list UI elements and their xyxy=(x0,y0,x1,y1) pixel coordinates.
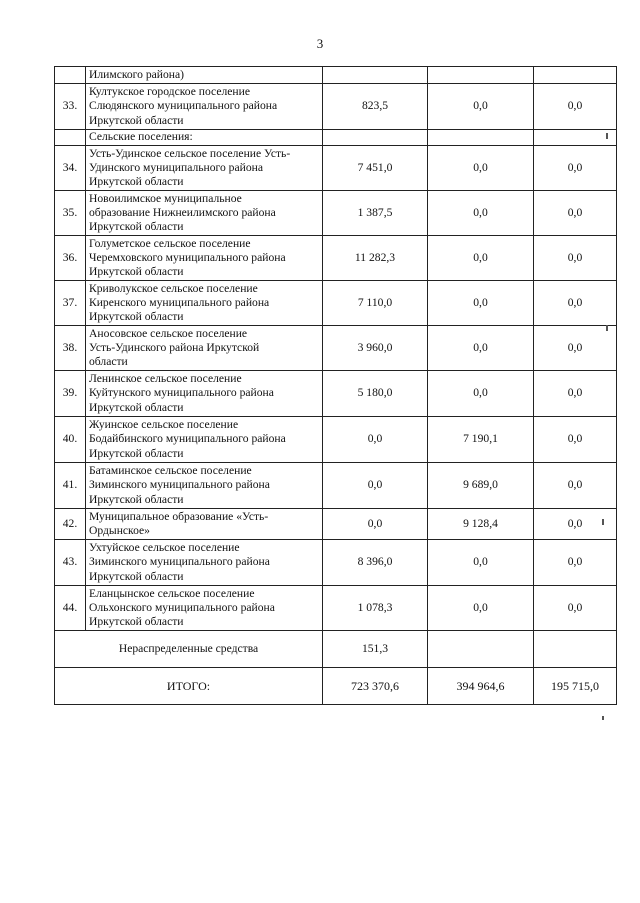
amount-cell: 151,3 xyxy=(323,631,428,668)
row-number-cell xyxy=(55,67,86,84)
settlement-name-cell: Ухтуйское сельское поселение Зиминского муниципального района Иркутской области xyxy=(86,540,323,586)
amount-cell: 0,0 xyxy=(323,417,428,463)
row-number-cell: 39. xyxy=(55,371,86,417)
table-row xyxy=(55,326,617,371)
amount-cell xyxy=(428,631,534,668)
amount-cell: 0,0 xyxy=(534,586,617,631)
amount-cell: 0,0 xyxy=(323,509,428,540)
amount-cell: 0,0 xyxy=(534,326,617,371)
amount-cell: 7 451,0 xyxy=(323,146,428,191)
total-amount-cell: 394 964,6 xyxy=(428,668,534,705)
row-number-cell: 37. xyxy=(55,281,86,326)
settlement-name-cell: Еланцынское сельское поселение Ольхонского муниципального района Иркутской области xyxy=(86,586,323,631)
amount-cell: 0,0 xyxy=(534,236,617,281)
amount-cell: 0,0 xyxy=(534,281,617,326)
amount-cell: 5 180,0 xyxy=(323,371,428,417)
section-header-row xyxy=(55,130,617,146)
amount-cell: 0,0 xyxy=(428,540,534,586)
page-number: 3 xyxy=(316,36,324,51)
amount-cell: 0,0 xyxy=(428,586,534,631)
amount-cell xyxy=(323,130,428,146)
row-number-cell: 43. xyxy=(55,540,86,586)
amount-cell: 0,0 xyxy=(428,146,534,191)
row-number-cell: 41. xyxy=(55,463,86,509)
row-number-cell: 33. xyxy=(55,84,86,130)
unallocated-funds-row xyxy=(55,631,617,668)
amount-cell xyxy=(534,130,617,146)
table-row xyxy=(55,586,617,631)
scan-speck xyxy=(602,519,604,525)
row-number-cell: 42. xyxy=(55,509,86,540)
amount-cell: 1 387,5 xyxy=(323,191,428,236)
amount-cell: 0,0 xyxy=(534,146,617,191)
table-row xyxy=(55,463,617,509)
amount-cell: 3 960,0 xyxy=(323,326,428,371)
row-number-cell: 36. xyxy=(55,236,86,281)
table-row xyxy=(55,417,617,463)
row-number-cell: 38. xyxy=(55,326,86,371)
amount-cell: 0,0 xyxy=(534,417,617,463)
amount-cell: 9 128,4 xyxy=(428,509,534,540)
table-row-continued xyxy=(55,67,617,84)
total-amount-cell: 723 370,6 xyxy=(323,668,428,705)
table-row xyxy=(55,371,617,417)
settlement-name-cell: Ленинское сельское поселение Куйтунского муниципального района Иркутской области xyxy=(86,371,323,417)
amount-cell: 0,0 xyxy=(534,463,617,509)
settlement-name-cell: Батаминское сельское поселение Зиминского муниципального района Иркутской области xyxy=(86,463,323,509)
table-row xyxy=(55,540,617,586)
amount-cell xyxy=(428,67,534,84)
amount-cell: 9 689,0 xyxy=(428,463,534,509)
total-row xyxy=(55,668,617,705)
amount-cell: 0,0 xyxy=(534,509,617,540)
amount-cell: 0,0 xyxy=(323,463,428,509)
total-label: ИТОГО: xyxy=(55,668,323,705)
row-number-cell: 35. xyxy=(55,191,86,236)
amount-cell xyxy=(534,631,617,668)
amount-cell: 823,5 xyxy=(323,84,428,130)
amount-cell: 11 282,3 xyxy=(323,236,428,281)
amount-cell: 8 396,0 xyxy=(323,540,428,586)
settlement-name-cell: Култукское городское поселение Слюдянского муниципального района Иркутской области xyxy=(86,84,323,130)
settlement-name-cell: Голуметское сельское поселение Черемховского муниципального района Иркутской области xyxy=(86,236,323,281)
amount-cell xyxy=(534,67,617,84)
amount-cell: 0,0 xyxy=(428,84,534,130)
table-row xyxy=(55,236,617,281)
scan-speck xyxy=(602,716,604,720)
settlement-name-cell: Усть-Удинское сельское поселение Усть- Удинского муниципального района Иркутской области xyxy=(86,146,323,191)
scan-speck xyxy=(606,133,608,139)
unallocated-funds-label: Нераспределенные средства xyxy=(55,631,323,668)
table-row xyxy=(55,281,617,326)
row-number-cell xyxy=(55,130,86,146)
row-number-cell: 34. xyxy=(55,146,86,191)
row-number-cell: 44. xyxy=(55,586,86,631)
amount-cell: 0,0 xyxy=(428,191,534,236)
settlement-name-cell: Муниципальное образование «Усть- Ордынское» xyxy=(86,509,323,540)
amount-cell: 7 190,1 xyxy=(428,417,534,463)
settlement-name-cell: Новоилимское муниципальное образование Нижнеилимского района Иркутской области xyxy=(86,191,323,236)
budget-allocation-table xyxy=(54,66,617,705)
amount-cell: 0,0 xyxy=(428,236,534,281)
table-row xyxy=(55,146,617,191)
amount-cell: 0,0 xyxy=(428,326,534,371)
amount-cell: 0,0 xyxy=(534,191,617,236)
amount-cell: 0,0 xyxy=(534,371,617,417)
amount-cell: 1 078,3 xyxy=(323,586,428,631)
total-amount-cell: 195 715,0 xyxy=(534,668,617,705)
settlement-name-cell: Жуинское сельское поселение Бодайбинского муниципального района Иркутской области xyxy=(86,417,323,463)
amount-cell xyxy=(323,67,428,84)
amount-cell: 0,0 xyxy=(428,281,534,326)
settlement-name-cell: Криволукское сельское поселение Киренского муниципального района Иркутской области xyxy=(86,281,323,326)
amount-cell: 0,0 xyxy=(534,84,617,130)
amount-cell: 7 110,0 xyxy=(323,281,428,326)
table-row xyxy=(55,509,617,540)
scan-speck xyxy=(606,325,608,331)
amount-cell: 0,0 xyxy=(428,371,534,417)
table-row xyxy=(55,191,617,236)
settlement-name-cell: Аносовское сельское поселение Усть-Удинского района Иркутской области xyxy=(86,326,323,371)
settlement-name-cell: Илимского района) xyxy=(86,67,323,84)
amount-cell: 0,0 xyxy=(534,540,617,586)
row-number-cell: 40. xyxy=(55,417,86,463)
section-header-label: Сельские поселения: xyxy=(86,130,323,146)
table-row xyxy=(55,84,617,130)
amount-cell xyxy=(428,130,534,146)
